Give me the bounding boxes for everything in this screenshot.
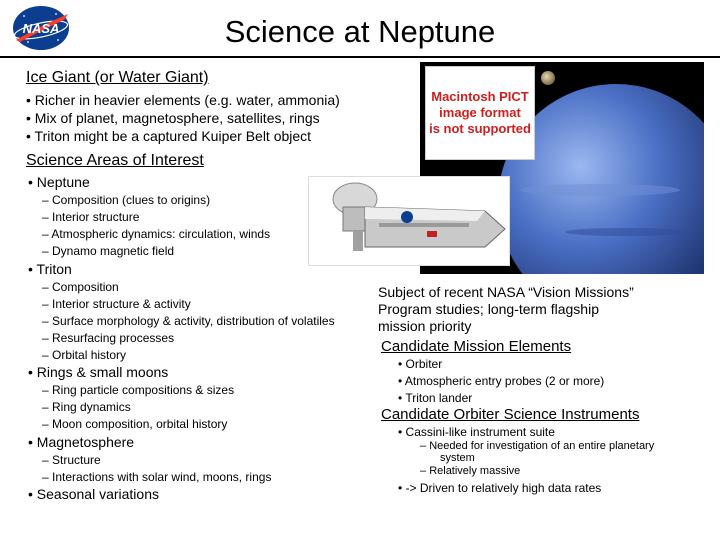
bullet-item: • Triton lander [398,391,473,405]
sub-item: – Orbital history [42,348,127,362]
science-areas-heading: Science Areas of Interest [26,152,204,169]
orbiter-instruments-heading: Candidate Orbiter Science Instruments [381,406,640,423]
neptune-bullet: • Neptune [28,174,90,190]
nasa-logo-text: NASA [22,21,60,36]
sub-item: – Dynamo magnetic field [42,244,175,258]
title-divider [0,56,720,58]
mission-elements-heading: Candidate Mission Elements [381,338,572,355]
sub-item: – Atmospheric dynamics: circulation, winds [42,227,271,241]
seasonal-bullet: • Seasonal variations [28,486,159,502]
bullet-item: • Cassini-like instrument suite [398,425,555,439]
mission-line: Program studies; long-term flagship [378,301,599,317]
mission-line: Subject of recent NASA “Vision Missions” [378,284,634,300]
sub-item: – Surface morphology & activity, distribution of volatiles [42,314,335,328]
sub-item: – Ring particle compositions & sizes [42,383,235,397]
mission-line: mission priority [378,318,472,334]
ice-giant-heading: Ice Giant (or Water Giant) [26,69,209,86]
sub-item: – Interactions with solar wind, moons, rings [42,470,272,484]
sub-item: – Composition [42,280,119,294]
sub-item: – Needed for investigation of an entire planetary [420,440,655,452]
sub-item: – Moon composition, orbital history [42,417,228,431]
sub-item: – Ring dynamics [42,400,131,414]
spacecraft-image [308,176,510,266]
bullet-item: • Orbiter [398,357,443,371]
sub-item: – Resurfacing processes [42,331,175,345]
unsupported-image-placeholder: Macintosh PICT image format is not supported [425,66,535,160]
sub-item: – Relatively massive [420,465,521,477]
bullet-item: • Mix of planet, magnetosphere, satellites, rings [26,110,320,126]
sub-item: – Structure [42,453,101,467]
bullet-item: • Triton might be a captured Kuiper Belt object [26,128,312,144]
page-title: Science at Neptune [224,14,496,49]
triton-bullet: • Triton [28,261,72,277]
rings-bullet: • Rings & small moons [28,364,169,380]
bullet-item: • Atmospheric entry probes (2 or more) [398,374,605,388]
magnetosphere-bullet: • Magnetosphere [28,434,135,450]
sub-item-continued: system [440,452,475,464]
sub-item: – Interior structure [42,210,140,224]
sub-item: – Composition (clues to origins) [42,193,211,207]
bullet-item: • Richer in heavier elements (e.g. water, ammonia) [26,92,340,108]
spacecraft-graphic [309,177,509,265]
bullet-item: • -> Driven to relatively high data rates [398,481,602,495]
sub-item: – Interior structure & activity [42,297,191,311]
